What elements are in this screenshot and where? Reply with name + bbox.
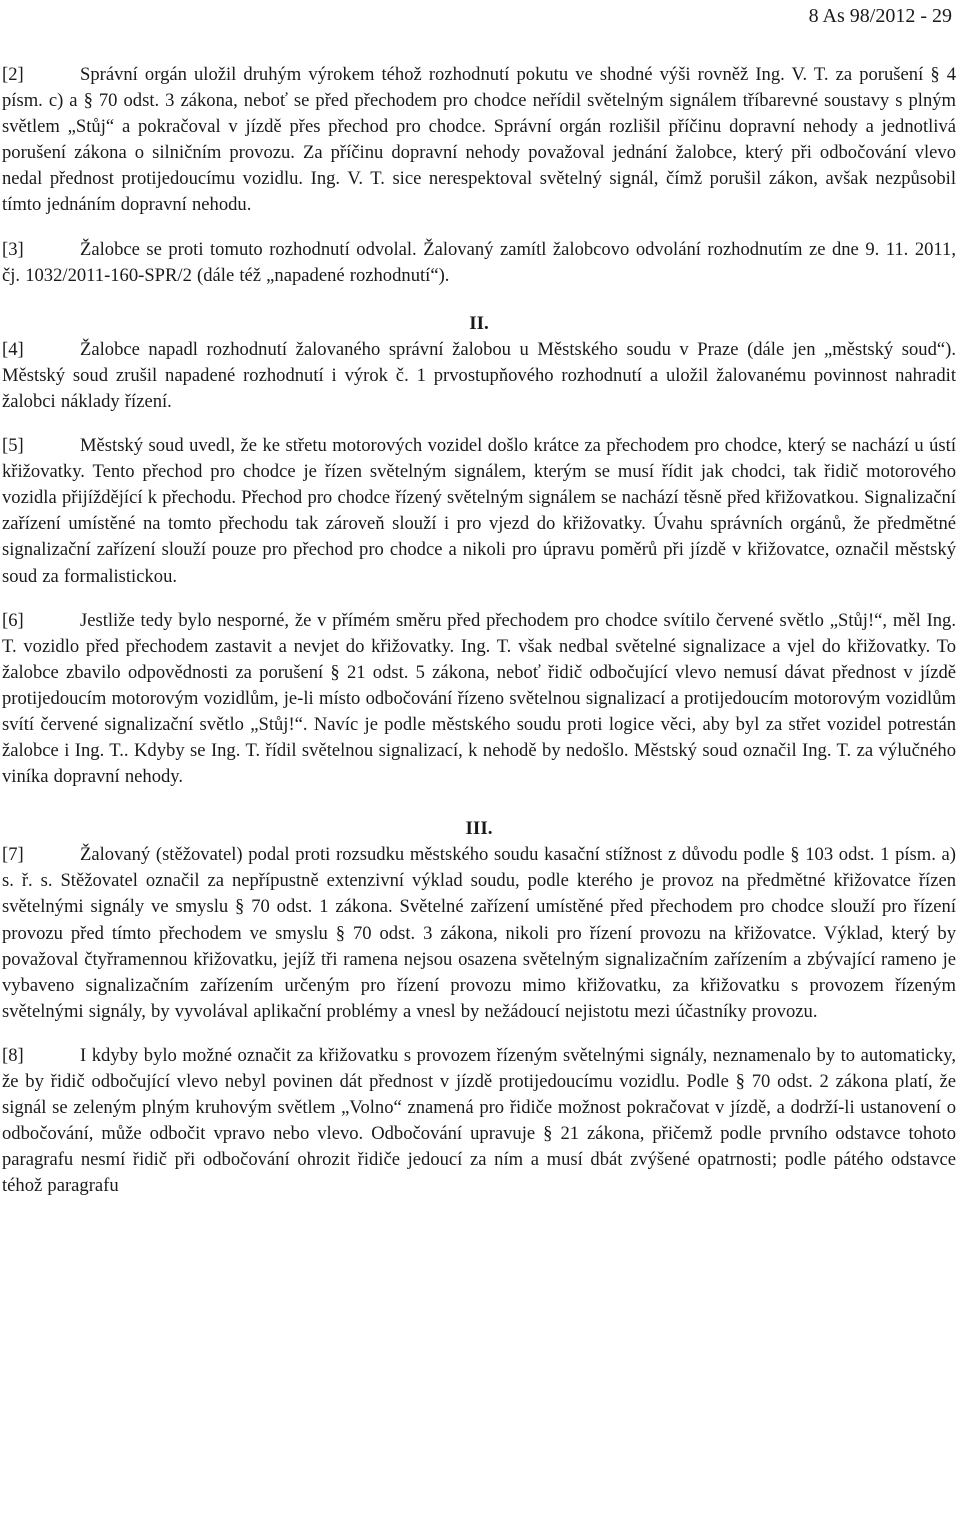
document-body <box>2 62 956 1217</box>
paragraph-4 <box>2 337 956 415</box>
paragraph-number: [4] <box>2 338 24 360</box>
paragraph-5 <box>2 433 956 590</box>
case-number: 8 As 98/2012 - 29 <box>808 5 952 27</box>
paragraph-text: I kdyby bylo možné označit za křižovatku s provozem řízeným světelnými signály, neznamenalo by to automaticky, že by řidič odbočující vlevo nebyl povinen dát přednost v jízdě protijedoucímu vozidlu. Podle § 70 odst. 2 zákona platí, že signál se zeleným plným kruhovým světlem „Volno“ znamená pro řidiče možnost pokračovat v jízdě, a dodrží-li ustanovení o odbočování, může odbočit vpravo nebo vlevo. Odbočování upravuje § 21 zákona, přičemž podle prvního odstavce tohoto paragrafu nesmí řidič při odbočování ohrozit řidiče jedoucí za ním a musí dbát zvýšené opatrnosti; podle pátého odstavce téhož paragrafu <box>2 1044 956 1197</box>
paragraph-text: Žalobce se proti tomuto rozhodnutí odvolal. Žalovaný zamítl žalobcovo odvolání rozhodnutím ze dne 9. 11. 2011, čj. 1032/2011-160-SPR/2 (dále též „napadené rozhodnutí“). <box>2 238 956 286</box>
paragraph-text: Městský soud uvedl, že ke střetu motorových vozidel došlo krátce za přechodem pro chodce, který se nachází u ústí křižovatky. Tento přechod pro chodce je řízen světelným signálem, kterým se musí řídit jak chodci, tak řidič motorového vozidla přijíždějící k přechodu. Přechod pro chodce řízený světelným signálem se nachází těsně před křižovatkou. Signalizační zařízení umístěné na tomto přechodu tak zároveň slouží i pro vjezd do křižovatky. Úvahu správních orgánů, že předmětné signalizační zařízení slouží pouze pro přechod pro chodce a nikoli pro úpravu poměrů při jízdě v křižovatce, označil městský soud za formalistickou. <box>2 435 956 587</box>
paragraph-7 <box>2 842 956 1025</box>
paragraph-number: [8] <box>2 1044 24 1066</box>
paragraph-3 <box>2 237 956 289</box>
section-heading-iii: III. <box>465 818 493 840</box>
paragraph-number: [7] <box>2 844 24 866</box>
paragraph-number: [2] <box>2 64 24 85</box>
paragraph-2 <box>2 62 956 219</box>
paragraph-8 <box>2 1043 956 1200</box>
paragraph-6 <box>2 608 956 791</box>
paragraph-number: [3] <box>2 238 24 260</box>
paragraph-text: Žalobce napadl rozhodnutí žalovaného správní žalobou u Městského soudu v Praze (dále jen „městský soud“). Městský soud zrušil napadené rozhodnutí i výrok č. 1 prvostupňového rozhodnutí a uložil žalovanému povinnost nahradit žalobci náklady řízení. <box>2 338 956 412</box>
paragraph-text: Jestliže tedy bylo nesporné, že v přímém směru před přechodem pro chodce svítilo červené světlo „Stůj!“, měl Ing. T. vozidlo před přechodem zastavit a nevjet do křižovatky. Ing. T. však nedbal světelné signalizace a vjel do křižovatky. To žalobce zbavilo odpovědnosti za porušení § 21 odst. 5 zákona, neboť řidič odbočující vlevo nemusí dávat přednost v jízdě protijedoucím motorovým vozidlům, je-li místo odbočování řízeno světelnou signalizací a protijedoucím motorovým vozidlům svítí červené signalizační světlo „Stůj!“. Navíc je podle městského soudu proti logice věci, aby byl za střet vozidel potrestán žalobce i Ing. T.. Kdyby se Ing. T. řídil světelnou signalizací, k nehodě by nedošlo. Městský soud označil Ing. T. za výlučného viníka dopravní nehody. <box>2 609 956 788</box>
paragraph-text: Správní orgán uložil druhým výrokem téhož rozhodnutí pokutu ve shodné výši rovněž Ing. V. T. za porušení § 4 písm. c) a § 70 odst. 3 zákona, neboť se před přechodem pro chodce neřídil světelným signálem tříbarevné soustavy s plným světlem „Stůj“ a pokračoval v jízdě přes přechod pro chodce. Správní orgán rozlišil příčinu dopravní nehody a jednotlivá porušení zákona o silničním provozu. Za příčinu dopravní nehody považoval jednání žalobce, který při odbočování vlevo nedal přednost protijedoucímu vozidlu. Ing. V. T. sice nerespektoval světelný signál, čímž porušil zákon, avšak nezpůsobil tímto jednáním dopravní nehodu. <box>2 64 956 216</box>
section-heading-ii: II. <box>469 312 489 334</box>
paragraph-number: [6] <box>2 609 24 631</box>
paragraph-text: Žalovaný (stěžovatel) podal proti rozsudku městského soudu kasační stížnost z důvodu podle § 103 odst. 1 písm. a) s. ř. s. Stěžovatel označil za nepřípustně extenzivní výklad soudu, podle kterého je provoz na předmětné křižovatce řízen světelnými signály ve smyslu § 70 odst. 1 zákona. Světelné zařízení umístěné před přechodem pro chodce slouží pro řízení provozu před tímto přechodem ve smyslu § 70 odst. 3 zákona, nikoli pro řízení provozu na křižovatce. Výklad, který by považoval čtyřramennou křižovatku, jejíž tři ramena nejsou osazena světelným signalizačním zařízením a zbývající rameno je vybaveno signalizačním zařízením určeným pro řízení provozu mimo křižovatku, za křižovatku s provozem řízeným světelnými signály, by vyvolával aplikační problémy a vnesl by nežádoucí nejistotu mezi účastníky provozu. <box>2 844 956 1022</box>
paragraph-number: [5] <box>2 435 24 457</box>
